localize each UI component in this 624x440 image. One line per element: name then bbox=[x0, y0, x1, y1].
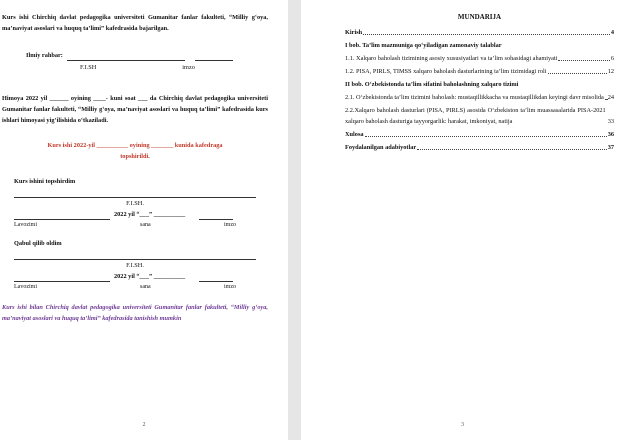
toc-leader-dots bbox=[558, 60, 609, 61]
fish-caption: F.I.SH bbox=[80, 64, 97, 71]
toc-entry-text: 1.2. PISA, PIRLS, TIMSS xalqaro baholash dasturlarining ta’lim tizimidagi roli bbox=[345, 68, 547, 75]
lavozimi-caption-2: Lavozimi bbox=[14, 284, 37, 290]
toc-entry bbox=[345, 142, 614, 153]
toc-entry-text: 2.1. O‘zbekistonda ta’lim tizimini baholash: mustaqillikkacha va mustaqillikdan keyingi davr misolida bbox=[345, 94, 604, 101]
toc-entry bbox=[345, 105, 614, 127]
defense-paragraph: Himoya 2022 yil ______ oyining ____- kuni soat ___ da Chirchiq davlat pedagogika universiteti Gumanitar fanlar fakulteti, “Milliy g‘oya, ma’naviyat asoslari va huquq ta’limi” kafedrasida kurs ishlari himoyasi yig‘ilishida o‘tkaziladi. bbox=[2, 95, 268, 124]
handed-date-row bbox=[14, 209, 268, 220]
accepted-captions bbox=[14, 282, 268, 292]
imzo-caption: imzo bbox=[182, 64, 195, 71]
accepted-date: 2022 yil “___” __________ bbox=[114, 273, 186, 280]
toc-entry-text: I bob. Ta’lim mazmuniga qo‘yiladigan zamonaviy talablar bbox=[345, 42, 502, 49]
sana-caption: sana bbox=[140, 222, 151, 228]
toc-entry-page: 12 bbox=[607, 68, 614, 75]
handed-signature-line bbox=[199, 211, 233, 220]
footer-note: Kurs ishi bilan Chirchiq davlat pedagogika universiteti Gumanitar fanlar fakulteti, “Milliy g‘oya, ma’naviyat asoslari va huquq ta’limi” kafedrasida tanishish mumkin bbox=[2, 304, 268, 322]
toc-entry bbox=[345, 66, 614, 77]
toc-entry-text: Foydalanilgan adabiyotlar bbox=[345, 144, 417, 151]
imzo-caption-3: imzo bbox=[224, 284, 236, 290]
table-of-contents bbox=[345, 27, 614, 153]
intro-paragraph: Kurs ishi Chirchiq davlat pedagogika universiteti Gumanitar fanlar fakulteti, “Milliy g‘oya, ma’naviyat asoslari va huquq ta’limi” kafedrasida bajarilgan. bbox=[2, 14, 268, 32]
toc-entry-page: 6 bbox=[610, 55, 614, 62]
toc-entry-page: 33 bbox=[607, 118, 614, 125]
toc-leader-dots bbox=[417, 149, 607, 150]
handed-label: Kurs ishini topshirdim bbox=[14, 178, 76, 185]
toc-entry-text: II bob. O‘zbekistonda ta’lim sifatini baholashning xalqaro tizimi bbox=[345, 81, 519, 88]
toc-title: MUNDARIJA bbox=[457, 13, 502, 21]
handed-position-line bbox=[14, 211, 110, 220]
accepted-date-row bbox=[14, 271, 268, 282]
toc-entry bbox=[345, 27, 614, 38]
toc-entry-page: 36 bbox=[607, 131, 614, 138]
toc-entry-text: Xulosa bbox=[345, 131, 364, 138]
handed-captions bbox=[14, 220, 268, 230]
toc-entry bbox=[345, 53, 614, 64]
lavozimi-caption: Lavozimi bbox=[14, 222, 37, 228]
supervisor-signature-line bbox=[195, 52, 233, 61]
accepted-signature-line bbox=[199, 273, 233, 282]
supervisor-name-line bbox=[67, 52, 185, 61]
supervisor-label: Ilmiy rahbar: bbox=[26, 52, 63, 59]
document-page-3 bbox=[301, 0, 624, 440]
toc-leader-dots bbox=[605, 99, 607, 100]
supervisor-captions bbox=[2, 62, 268, 73]
submitted-paragraph: Kurs ishi 2022-yil __________ oyining _______ kunida kafedraga topshirildi. bbox=[47, 142, 223, 160]
toc-leader-dots bbox=[548, 73, 607, 74]
handed-fish: F.I.SH. bbox=[126, 200, 144, 207]
toc-leader-dots bbox=[363, 34, 610, 35]
page-number-3: 3 bbox=[461, 422, 464, 428]
accepted-position-line bbox=[14, 273, 110, 282]
toc-entry-page: 24 bbox=[607, 94, 614, 101]
supervisor-row bbox=[2, 50, 268, 61]
toc-entry bbox=[345, 40, 614, 51]
sana-caption-2: sana bbox=[140, 284, 151, 290]
toc-entry-page: 4 bbox=[610, 29, 614, 36]
accepted-label: Qabul qilib oldim bbox=[14, 240, 62, 247]
toc-entry bbox=[345, 129, 614, 140]
page-number-2: 2 bbox=[142, 422, 146, 428]
toc-entry bbox=[345, 92, 614, 103]
toc-entry-text: Kirish bbox=[345, 29, 363, 36]
toc-entry bbox=[345, 79, 614, 90]
toc-entry-page: 37 bbox=[607, 144, 614, 151]
toc-entry-text: 2.2.Xalqaro baholash dasturlari (PISA, PIRLS) asosida O‘zbekiston ta’lim muassasalarida PISA-2021 xalqaro baholash dasturiga tayyorgarlik: harakat, imkoniyat, natija bbox=[345, 107, 606, 125]
accepted-fish: F.I.SH. bbox=[126, 262, 144, 269]
toc-entry-text: 1.1. Xalqaro baholash tizimining asosiy xususiyatlari va ta’lim sohasidagi ahamiyati bbox=[345, 55, 558, 62]
toc-leader-dots bbox=[365, 136, 607, 137]
handed-date: 2022 yil “___” __________ bbox=[114, 211, 186, 218]
document-page-2 bbox=[0, 0, 288, 440]
imzo-caption-2: imzo bbox=[224, 222, 236, 228]
